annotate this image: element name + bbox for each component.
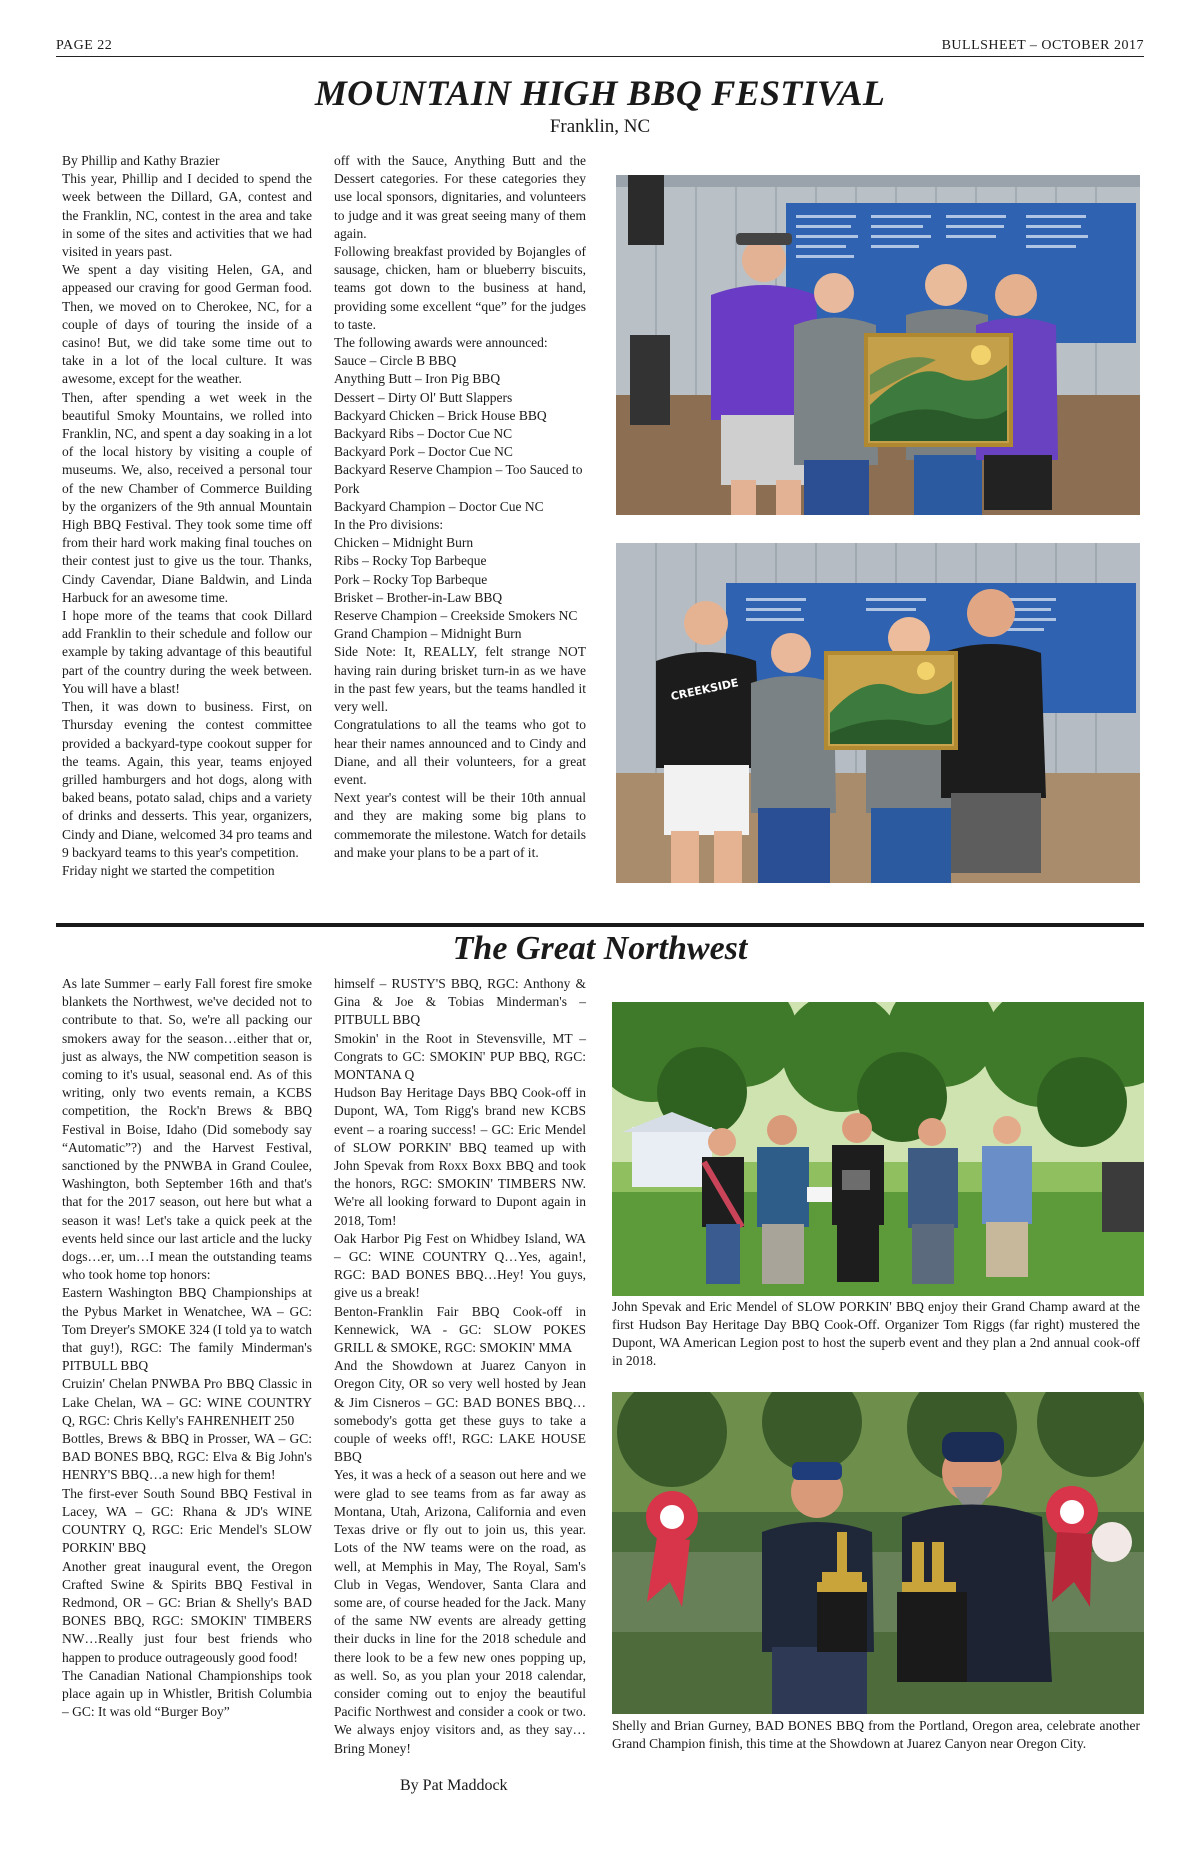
paragraph: I hope more of the teams that cook Dillard add Franklin to their schedule and follow our example by taking advantage of this beautiful part of the country during the week between. You will have a blast! [62,608,312,696]
paragraph: This year, Phillip and I decided to spend the week between the Dillard, GA, contest and the Franklin, NC, contest in the area and take in some of the sites and activities that we had visited in years past. [62,171,312,260]
section-divider [56,923,1144,927]
award-line: Ribs – Rocky Top Barbeque [334,553,487,569]
page-number: PAGE 22 [56,38,113,53]
award-line: Chicken – Midnight Burn [334,535,474,551]
award-line: Anything Butt – Iron Pig BBQ [334,371,501,387]
article2-column-1 [62,975,312,1721]
article1-title: MOUNTAIN HIGH BBQ FESTIVAL [314,73,886,113]
award-line: In the Pro divisions: [334,517,444,533]
paragraph: Hudson Bay Heritage Days BBQ Cook-off in Dupont, WA, Tom Rigg's brand new KCBS event – a roaring success! – GC: Eric Mendel of SLOW PORKIN' BBQ teamed up with John Spevak from Roxx Boxx BBQ and took the honors, RGC: SMOKIN' TIMBERS NW. We're all looking forward to Dupont again in 2018, Tom! [334,1085,586,1228]
paragraph: Bottles, Brews & BBQ in Prosser, WA – GC: BAD BONES BBQ, RGC: Elva & Big John's HENRY'S BBQ…a new high for them! [62,1431,312,1483]
article2-byline: By Pat Maddock [400,1777,508,1794]
paragraph: Smokin' in the Root in Stevensville, MT – Congrats to GC: SMOKIN' PUP BBQ, RGC: MONTANA Q [334,1030,586,1083]
paragraph: Benton-Franklin Fair BBQ Cook-off in Kennewick, WA - GC: SLOW POKES GRILL & SMOKE, RGC: SMOKIN' MMA [334,1303,586,1356]
paragraph: The following awards were announced: [334,335,548,351]
paragraph: Yes, it was a heck of a season out here and we were glad to see teams from as far away as Montana, Utah, Arizona, California and even Texas drive or fly out to join us, this year. Lots of the NW teams were on the road, as well, at Memphis in May, The Royal, Sam's Club in Vegas, Wendover, Santa Clara and some are, of course headed for the Jack. Many of the same NW events are already getting their ducks in line for the 2018 schedule and there look to be a few new ones popping up, as well. So, as you plan your 2018 calendar, consider coming out to enjoy the beautiful Pacific Northwest and consider a cook or two. We always enjoy visitors and, as they say…Bring Money! [334,1467,586,1756]
award-line: Backyard Ribs – Doctor Cue NC [334,426,513,442]
header-rule [56,56,1144,57]
paragraph: Congratulations to all the teams who got to hear their names announced and to Cindy and Diane, and all their volunteers, for a great event. [334,717,586,787]
paragraph: The first-ever South Sound BBQ Festival in Lacey, WA – GC: Rhana & JD's WINE COUNTRY Q, RGC: Eric Mendel's SLOW PORKIN' BBQ [62,1485,312,1556]
paragraph: Next year's contest will be their 10th annual and they are making some big plans to commemorate the milestone. Watch for details and make your plans to be a part of it. [334,790,586,860]
award-line: Sauce – Circle B BBQ [334,353,457,369]
shirt-text: CREEKSIDE [669,676,740,704]
article1-location: Franklin, NC [549,116,651,137]
paragraph: We spent a day visiting Helen, GA, and appeased our craving for good German food. Then, we moved on to Cherokee, NC, for a couple of days of touring the inside of a casino! But, we did take some time out to take in a lot of the local culture. It was awesome, except for the weather. [62,262,312,387]
award-line: Grand Champion – Midnight Burn [334,626,522,642]
paragraph: Another great inaugural event, the Oregon Crafted Swine & Spirits BBQ Festival in Redmond, OR – GC: Brian & Shelly's BAD BONES BBQ, RGC: SMOKIN' TIMBERS NW…Really just four best friends who happen to produce outrageously good food! [62,1558,312,1665]
award-line: Backyard Champion – Doctor Cue NC [334,498,544,514]
paragraph: Cruizin' Chelan PNWBA Pro BBQ Classic in Lake Chelan, WA – GC: WINE COUNTRY Q, RGC: Chris Kelly's FAHRENHEIT 250 [62,1376,312,1428]
paragraph: Then, after spending a wet week in the beautiful Smoky Mountains, we rolled into Franklin, NC, and spent a day soaking in a lot of the local history by visiting a couple of museums. We, also, received a personal tour of the new Chamber of Commerce Building by the organizers of the 9th annual Mountain High BBQ Festival. They took some time off from their hard work making final touches on their contest just to give us the tour. Thanks, Cindy Cavendar, Diane Baldwin, and Linda Harbuck for an awesome time. [62,389,312,605]
paragraph: Oak Harbor Pig Fest on Whidbey Island, WA – GC: WINE COUNTRY Q…Yes, again!, RGC: BAD BONES BBQ…Hey! You guys, give us a break! [334,1230,586,1301]
paragraph: Friday night we started the competition [62,862,275,878]
award-line: Backyard Reserve Champion – Too Sauced to Pork [334,462,583,496]
paragraph: The Canadian National Championships took place again up in Whistler, British Columbia – GC: It was old “Burger Boy” [62,1667,312,1720]
paragraph: As late Summer – early Fall forest fire smoke blankets the Northwest, we've decided not to contribute to that. So, we're all packing our smokers away for the season…either that or, just as always, the NW competition season is coming to it's usual, seasonal end. As of this writing, only two events remain, a KCBS competition, the Rock'n Brews & BBQ Festival in Boise, Idaho (Did somebody say “Automatic”?) and the Harvest Festival, sanctioned by the PNWBA in Grand Coulee, Washington, both September 16th and that's that for the 2017 season, out here but what a season it was! Let's take a quick peek at the events held since our last article and the lucky dogs…er, um…I mean the outstanding teams who took home top honors: [62,976,312,1283]
paragraph: off with the Sauce, Anything Butt and the Dessert categories. For these categories they use local sponsors, dignitaries, and volunteers to judge and it was great seeing many of them again. [334,153,586,241]
award-line: Backyard Pork – Doctor Cue NC [334,444,513,460]
award-line: Pork – Rocky Top Barbeque [334,571,488,587]
issue-label: BULLSHEET – OCTOBER 2017 [941,38,1144,53]
paragraph: Following breakfast provided by Bojangles of sausage, chicken, ham or blueberry biscuits, teams got down to the business at hand, providing some excellent “que” for the judges to taste. [334,244,586,332]
photo-caption-2: Shelly and Brian Gurney, BAD BONES BBQ from the Portland, Oregon area, celebrate another Grand Champion finish, this time at the Showdown at Juarez Canyon near Oregon City. [612,1718,1140,1751]
article2-title: The Great Northwest [452,930,748,967]
paragraph: himself – RUSTY'S BBQ, RGC: Anthony & Gina & Joe & Tobias Minderman's – PITBULL BBQ [334,976,586,1028]
photo-award-presentation-2 [616,543,1140,883]
paragraph: Side Note: It, REALLY, felt strange NOT having rain during brisket turn-in as we have in the past few years, but the teams handled it very well. [334,644,586,715]
page-header [56,38,1144,56]
paragraph: Then, it was down to business. First, on Thursday evening the contest committee provided a backyard-type cookout supper for the teams. Again, this year, teams enjoyed grilled hamburgers and hot dogs, along with baked beans, potato salad, chips and a variety of drinks and desserts. This year, organizers, Cindy and Diane, welcomed 34 pro teams and 9 backyard teams to this year's competition. [62,699,312,860]
award-line: Backyard Chicken – Brick House BBQ [334,407,547,423]
award-line: Brisket – Brother-in-Law BBQ [334,589,503,605]
photo-caption-1: John Spevak and Eric Mendel of SLOW PORKIN' BBQ enjoy their Grand Champ award at the first Hudson Bay Heritage Day BBQ Cook-Off. Organizer Tom Riggs (far right) mustered the Dupont, WA American Legion post to host the superb event and they plan a 2nd annual cook-off in 2018. [612,1299,1140,1368]
paragraph: Eastern Washington BBQ Championships at the Pybus Market in Wenatchee, WA – GC: Tom Dreyer's SMOKE 324 (I told ya to watch that guy!), RGC: The family Minderman's PITBULL BBQ [62,1285,312,1374]
article1-column-2 [334,152,586,862]
photo-award-presentation-1 [616,175,1140,515]
award-line: Reserve Champion – Creekside Smokers NC [334,608,578,624]
photo-group-in-park [612,1002,1144,1296]
photo-couple-with-trophies [612,1392,1144,1714]
article2-column-2 [334,975,586,1758]
paragraph: By Phillip and Kathy Brazier [62,153,220,168]
award-line: Dessert – Dirty Ol' Butt Slappers [334,389,513,405]
article1-column-1 [62,152,312,880]
paragraph: And the Showdown at Juarez Canyon in Oregon City, OR so very well hosted by Jean & Jim Cisneros – GC: BAD BONES BBQ…somebody's gotta get these guys to take a couple of weeks off!, RGC: LAKE HOUSE BBQ [334,1358,586,1465]
